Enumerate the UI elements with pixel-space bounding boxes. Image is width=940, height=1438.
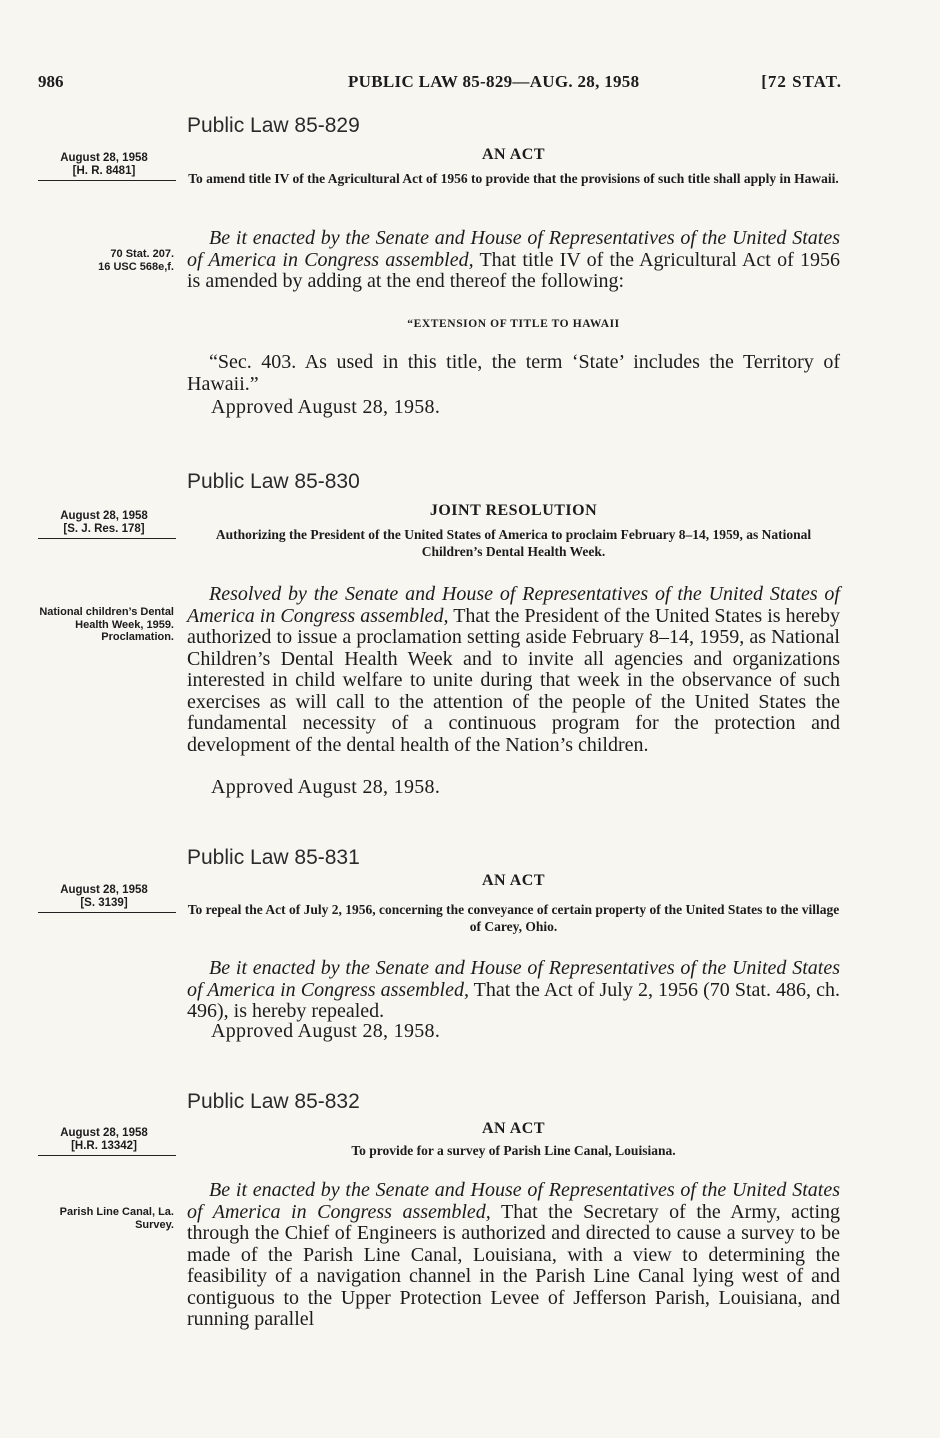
margin-subject-note: National children’s Dental Health Week, 1959. Proclamation.: [39, 606, 174, 643]
section-text: “Sec. 403. As used in this title, the term ‘State’ includes the Territory of Hawaii.”: [187, 351, 840, 395]
margin-date-bill: [34, 510, 174, 539]
enacting-formula: Be it enacted by the Senate and House of Representatives of the United States of America in Congress assembled,: [187, 957, 840, 1001]
stat-reference: [72 STAT.: [761, 72, 842, 91]
enactment-date: August 28, 1958: [60, 510, 148, 522]
margin-date-bill: [34, 152, 174, 181]
act-purpose: Authorizing the President of the United States of America to proclaim February 8–14, 1959, as National Children’s Dental Health Week.: [215, 527, 812, 559]
running-title: PUBLIC LAW 85-829—AUG. 28, 1958: [348, 72, 640, 91]
act-type: JOINT RESOLUTION: [429, 502, 598, 519]
bill-number: [S. J. Res. 178]: [63, 523, 145, 535]
enacting-clause: [187, 958, 840, 1023]
margin-subject-note: Parish Line Canal, La. Survey.: [59, 1206, 174, 1231]
margin-citation: 70 Stat. 207. 16 USC 568e,f.: [98, 248, 174, 273]
margin-rule: [38, 538, 176, 539]
act-purpose: To amend title IV of the Agricultural Act of 1956 to provide that the provisions of such title shall apply in Hawaii.: [188, 171, 839, 186]
enacting-text: That the Secretary of the Army, acting through the Chief of Engineers is authorized and directed to cause a survey to be made of the Parish Line Canal, Louisiana, with a view to determining the feasibility of a navigation channel in the Parish Line Canal lying west of and contiguous to the Upper Protection Levee of Jefferson Parish, Louisiana, and running parallel: [187, 1200, 840, 1330]
section-heading: “EXTENSION OF TITLE TO HAWAII: [407, 318, 620, 330]
resolving-clause: [187, 584, 840, 756]
act-purpose: To provide for a survey of Parish Line Canal, Louisiana.: [351, 1143, 676, 1158]
approval-line: Approved August 28, 1958.: [211, 396, 441, 418]
enacting-clause: [187, 1180, 840, 1331]
page-number: 986: [38, 72, 64, 91]
enacting-text: That title IV of the Agricultural Act of 1956 is amended by adding at the end thereof the following:: [187, 248, 840, 292]
resolving-text: That the President of the United States is hereby authorized to issue a proclamation setting aside February 8–14, 1959, as National Children’s Dental Health Week and to invite all agencies and organizations interested in child welfare to unite during that week in the observance of such exercises as will call to the attention of the people of the United States the fundamental necessity of a continuous program for the protection and development of the dental health of the Nation’s children.: [187, 604, 840, 756]
act-type: AN ACT: [481, 146, 545, 163]
margin-rule: [38, 912, 176, 913]
enactment-date: August 28, 1958: [60, 152, 148, 164]
enacting-formula: Be it enacted by the Senate and House of Representatives of the United States of America in Congress assembled,: [187, 227, 840, 271]
margin-date-bill: [34, 884, 174, 913]
enacting-text: That the Act of July 2, 1956 (70 Stat. 486, ch. 496), is hereby repealed.: [187, 978, 840, 1022]
margin-date-bill: [34, 1127, 174, 1156]
margin-rule: [38, 180, 176, 181]
bill-number: [S. 3139]: [80, 897, 128, 909]
enactment-date: August 28, 1958: [60, 884, 148, 896]
approval-line: Approved August 28, 1958.: [211, 776, 441, 798]
enactment-date: August 28, 1958: [60, 1127, 148, 1139]
act-type: AN ACT: [481, 1120, 545, 1137]
enacting-clause: [187, 228, 840, 293]
resolving-formula: Resolved by the Senate and House of Representatives of the United States of America in Congress assembled,: [187, 583, 840, 627]
act-purpose: To repeal the Act of July 2, 1956, concerning the conveyance of certain property of the United States to the village of Carey, Ohio.: [187, 902, 840, 934]
law-title: Public Law 85-832: [187, 1090, 360, 1113]
law-title: Public Law 85-830: [187, 470, 360, 493]
law-title: Public Law 85-831: [187, 846, 360, 869]
law-title: Public Law 85-829: [187, 114, 360, 137]
running-head: [38, 72, 842, 100]
enacting-formula: Be it enacted by the Senate and House of Representatives of the United States of America in Congress assembled,: [187, 1179, 840, 1223]
act-type: AN ACT: [481, 872, 545, 889]
bill-number: [H. R. 8481]: [72, 165, 136, 177]
margin-rule: [38, 1155, 176, 1156]
approval-line: Approved August 28, 1958.: [211, 1020, 441, 1042]
bill-number: [H.R. 13342]: [71, 1140, 137, 1152]
